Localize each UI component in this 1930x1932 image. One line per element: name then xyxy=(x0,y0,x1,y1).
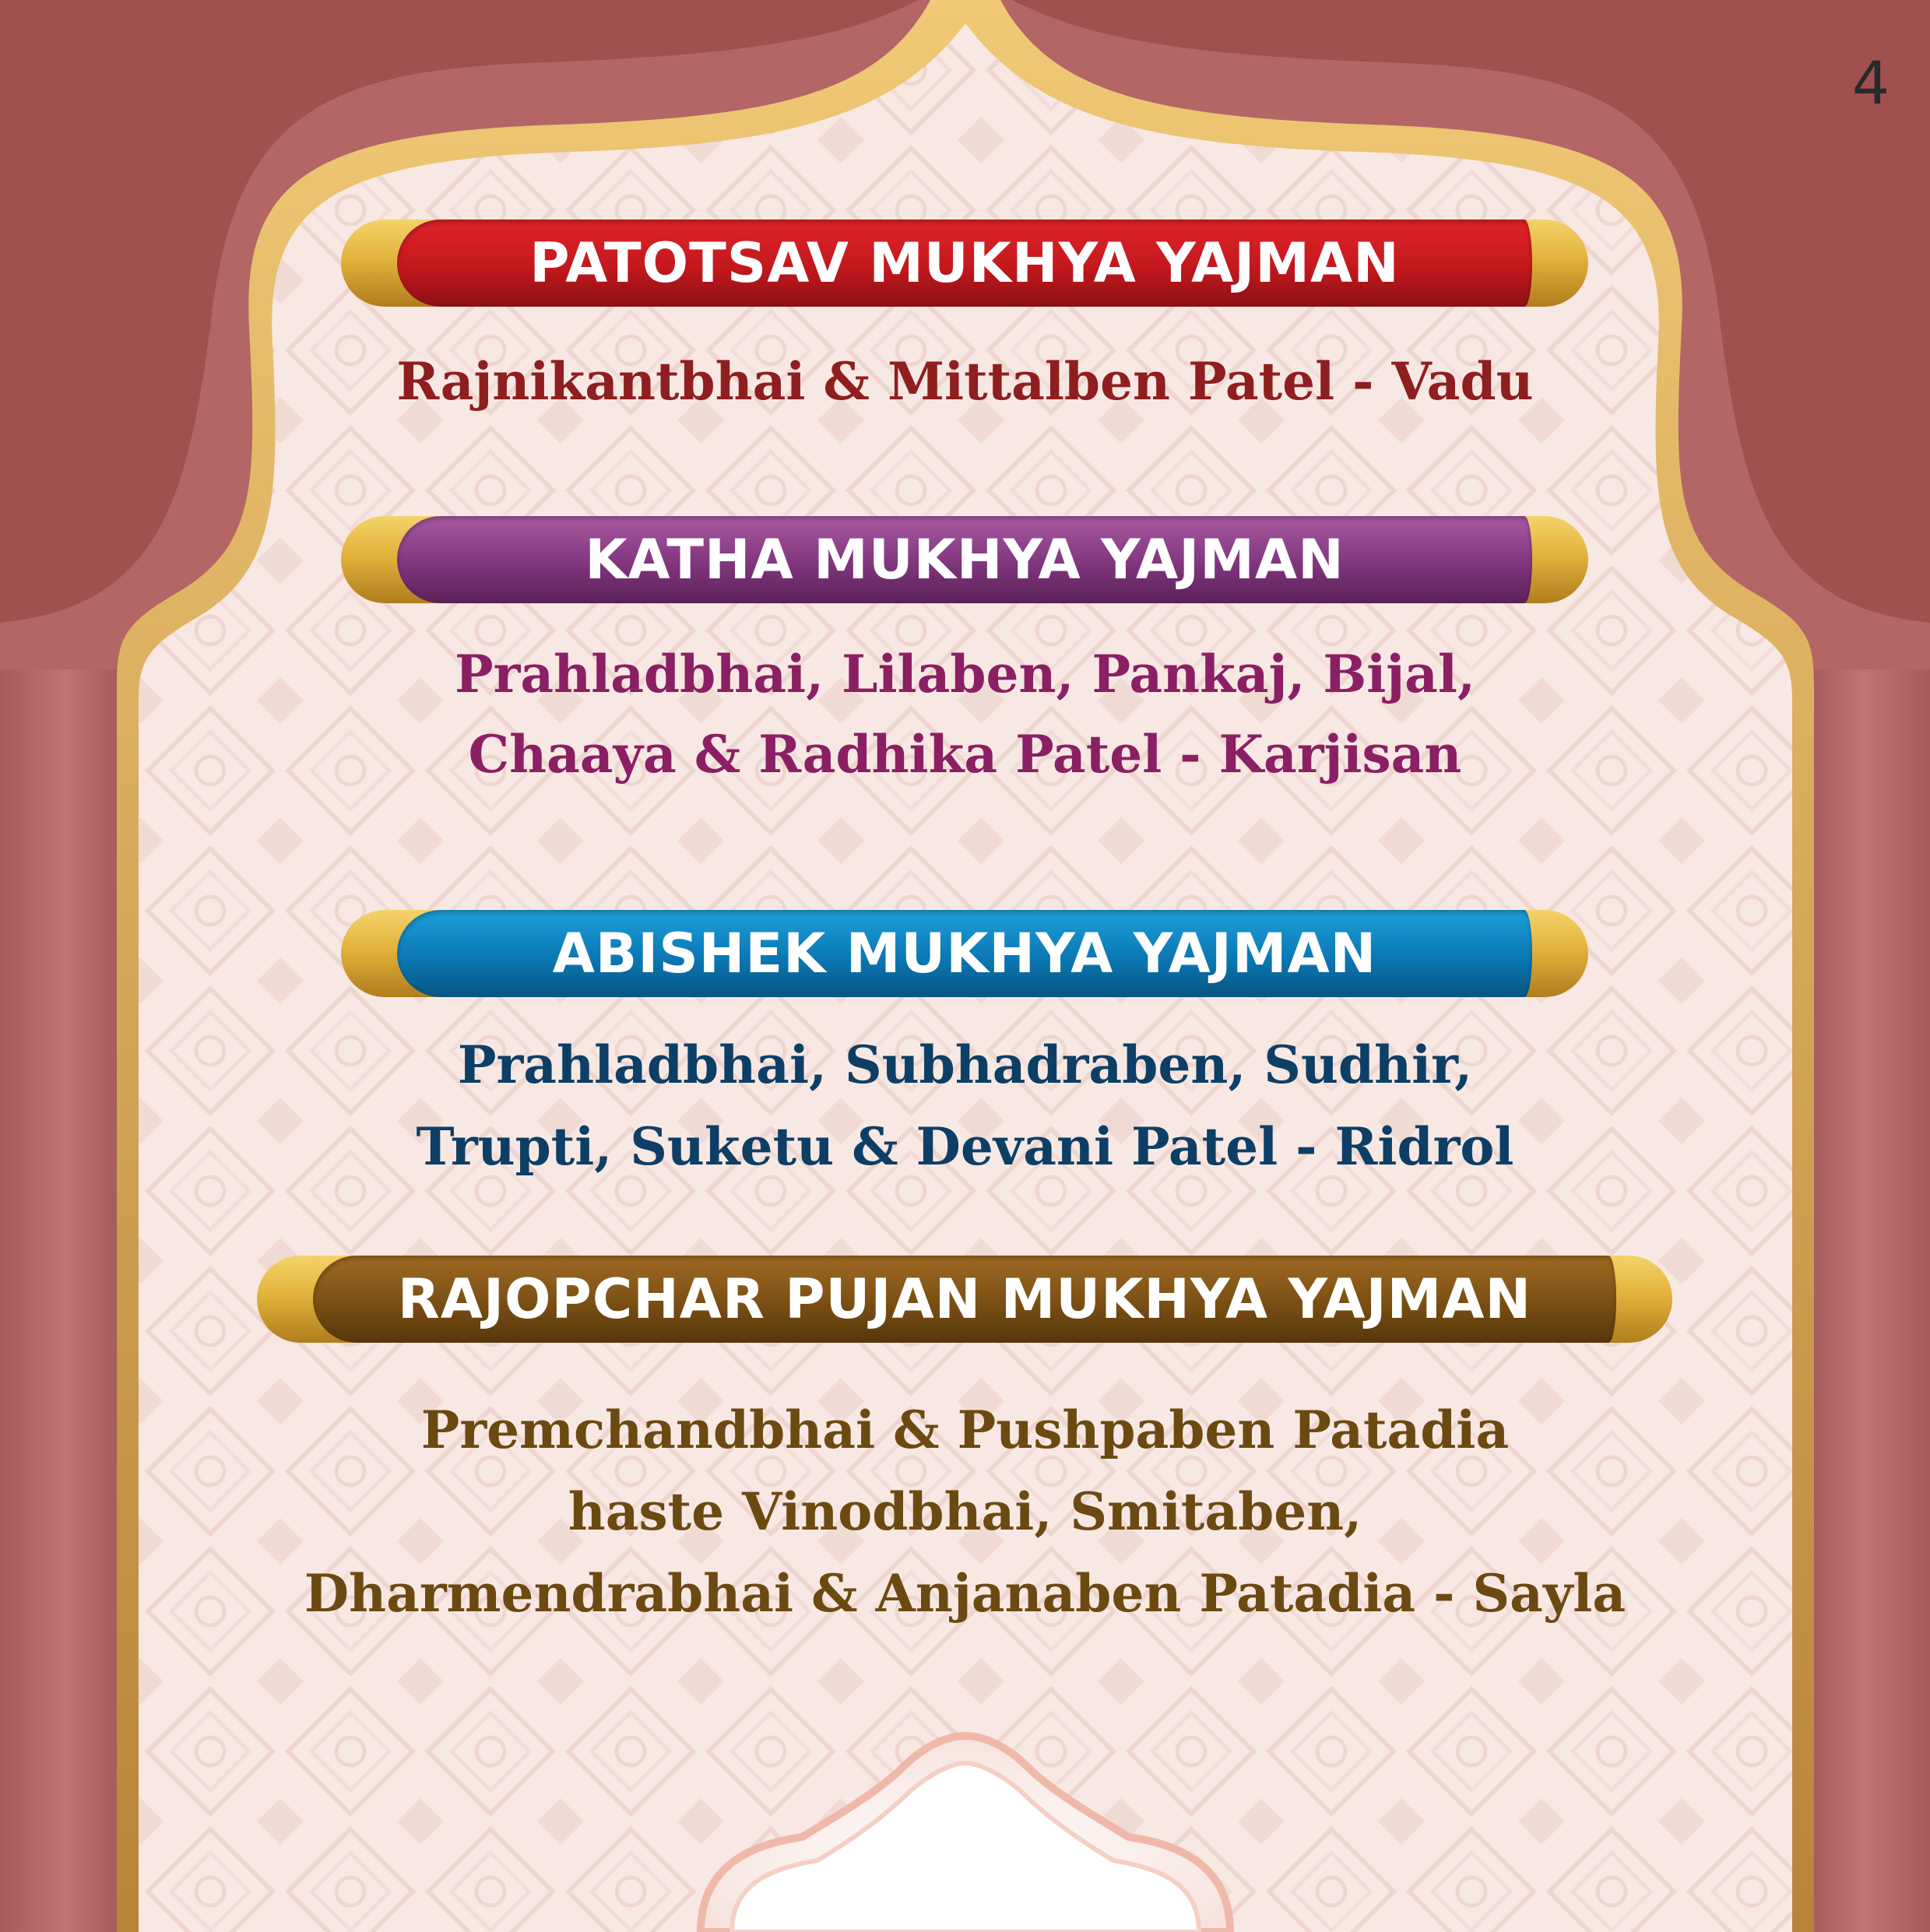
rajopchar-banner xyxy=(257,1256,1672,1343)
patotsav-title: PATOTSAV MUKHYA YAJMAN xyxy=(529,231,1400,295)
katha-banner xyxy=(341,516,1588,603)
katha-names xyxy=(0,634,1930,795)
name-line: Prahladbhai, Subhadraben, Sudhir, xyxy=(457,1034,1473,1095)
name-line: Rajnikantbhai & Mittalben Patel - Vadu xyxy=(396,351,1534,412)
name-line: Dharmendrabhai & Anjanaben Patadia - Sayla xyxy=(304,1563,1626,1624)
name-line: Premchandbhai & Pushpaben Patadia xyxy=(420,1400,1510,1460)
patotsav-banner xyxy=(341,220,1588,307)
rajopchar-names xyxy=(0,1389,1930,1635)
abishek-title: ABISHEK MUKHYA YAJMAN xyxy=(552,922,1377,985)
banner-bar xyxy=(313,1256,1616,1343)
name-line: Prahladbhai, Lilaben, Pankaj, Bijal, xyxy=(455,644,1475,704)
abishek-names xyxy=(0,1024,1930,1188)
page-number: 4 xyxy=(1851,48,1890,118)
name-line: Chaaya & Radhika Patel - Karjisan xyxy=(468,724,1462,785)
banner-bar xyxy=(397,910,1532,997)
rajopchar-title: RAJOPCHAR PUJAN MUKHYA YAJMAN xyxy=(397,1267,1532,1331)
banner-bar xyxy=(397,220,1532,307)
patotsav-names xyxy=(0,342,1930,420)
name-line: Trupti, Suketu & Devani Patel - Ridrol xyxy=(416,1116,1514,1177)
banner-bar xyxy=(397,516,1532,603)
abishek-banner xyxy=(341,910,1588,997)
katha-title: KATHA MUKHYA YAJMAN xyxy=(585,528,1345,592)
name-line: haste Vinodbhai, Smitaben, xyxy=(568,1481,1362,1542)
